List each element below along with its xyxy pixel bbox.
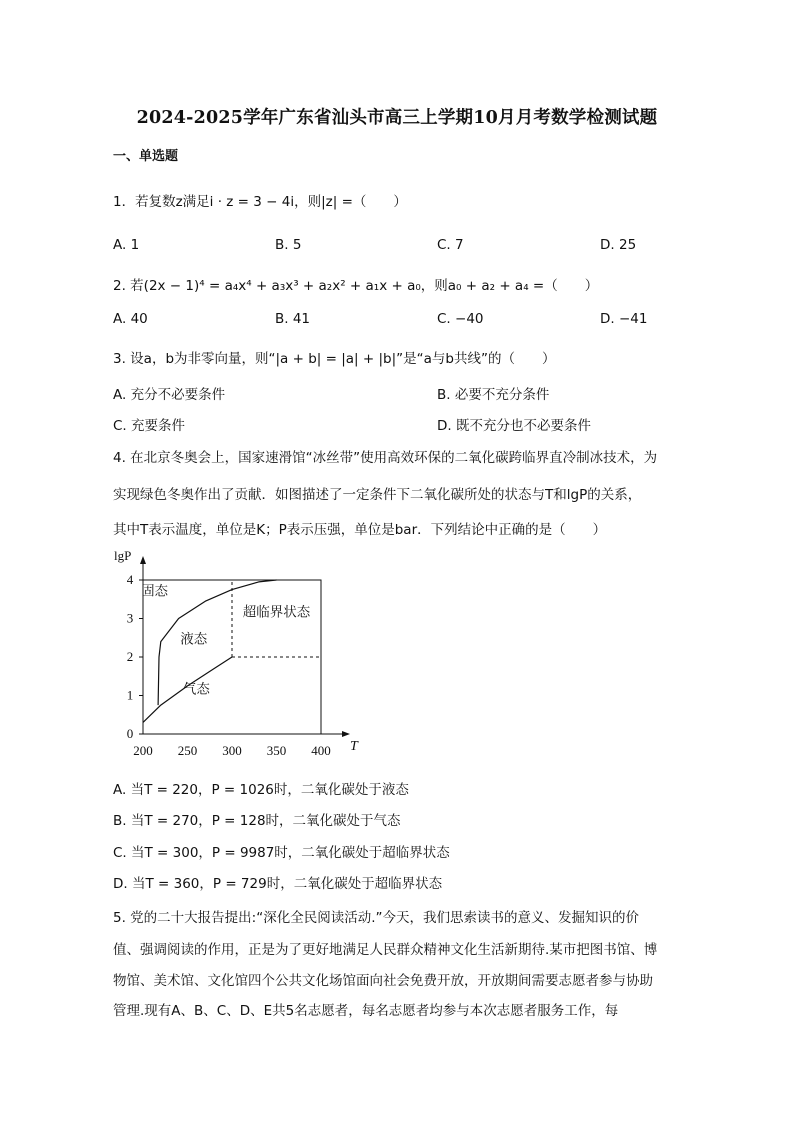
y-axis-arrowhead: [140, 556, 146, 564]
y-tick-label: 1: [126, 687, 134, 703]
x-tick-label: 350: [266, 743, 287, 758]
q2-option-a: A. 40: [113, 311, 148, 327]
section-title: 一、单选题: [113, 149, 179, 164]
question-3-stem: 3. 设a，b为非零向量，则“|a + b| = |a| + |b|”是“a与b共线”的（ ）: [113, 351, 556, 367]
y-tick-label: 2: [126, 649, 134, 664]
q3-option-c: C. 充要条件: [113, 418, 186, 434]
region-label: 固态: [141, 583, 169, 599]
q4-option-c: C. 当T = 300，P = 9987时，二氧化碳处于超临界状态: [113, 845, 450, 861]
x-tick-label: 200: [133, 743, 153, 758]
x-tick-label: 250: [177, 743, 198, 758]
q1-option-a: A. 1: [113, 237, 140, 253]
q2-option-d: D. −41: [600, 311, 648, 327]
phase-diagram-chart: [108, 548, 368, 763]
y-tick-label: 3: [126, 610, 134, 626]
q2-option-b: B. 41: [275, 311, 311, 327]
q4-option-a: A. 当T = 220，P = 1026时，二氧化碳处于液态: [113, 782, 409, 798]
question-1-stem: 1．若复数z满足i · z = 3 − 4i，则|z| =（ ）: [113, 194, 407, 210]
q1-option-d: D. 25: [600, 237, 637, 253]
question-5-line-1: 5. 党的二十大报告提出:“深化全民阅读活动.”今天，我们思索读书的意义、发掘知识的价: [113, 910, 639, 926]
q3-option-d: D. 既不充分也不必要条件: [437, 418, 591, 434]
q1-option-b: B. 5: [275, 237, 302, 253]
q4-option-b: B. 当T = 270，P = 128时，二氧化碳处于气态: [113, 813, 401, 829]
x-axis-arrowhead: [342, 731, 350, 737]
q2-option-c: C. −40: [437, 311, 484, 327]
question-5-line-4: 管理.现有A、B、C、D、E共5名志愿者，每名志愿者均参与本次志愿者服务工作，每: [113, 1003, 619, 1019]
q4-option-d: D. 当T = 360，P = 729时，二氧化碳处于超临界状态: [113, 876, 443, 892]
question-2-stem: 2. 若(2x − 1)⁴ = a₄x⁴ + a₃x³ + a₂x² + a₁x + a₀，则a₀ + a₂ + a₄ =（ ）: [113, 278, 599, 294]
question-4-line-3: 其中T表示温度，单位是K；P表示压强，单位是bar．下列结论中正确的是（ ）: [113, 522, 607, 538]
question-5-line-2: 值、强调阅读的作用，正是为了更好地满足人民群众精神文化生活新期待.某市把图书馆、博: [113, 942, 658, 958]
x-axis-label: T: [350, 739, 358, 754]
region-label: 液态: [180, 631, 208, 647]
y-tick-label: 4: [126, 572, 134, 587]
phase-diagram-svg: [108, 548, 368, 763]
q3-option-b: B. 必要不充分条件: [437, 387, 550, 403]
q3-option-a: A. 充分不必要条件: [113, 387, 226, 403]
region-label: 超临界状态: [242, 604, 311, 620]
question-4-line-2: 实现绿色冬奥作出了贡献．如图描述了一定条件下二氧化碳所处的状态与T和lgP的关系，: [113, 487, 642, 503]
q1-option-c: C. 7: [437, 237, 464, 253]
phase-boundary-curve-2: [158, 580, 276, 705]
y-tick-label: 0: [126, 726, 134, 741]
x-tick-label: 400: [311, 743, 331, 758]
page-title: 2024-2025学年广东省汕头市高三上学期10月月考数学检测试题: [136, 108, 658, 128]
x-tick-label: 300: [222, 743, 242, 758]
y-axis-label: lgP: [114, 548, 132, 563]
question-5-line-3: 物馆、美术馆、文化馆四个公共文化场馆面向社会免费开放，开放期间需要志愿者参与协助: [113, 973, 653, 989]
region-label: 气态: [182, 681, 210, 697]
question-4-line-1: 4. 在北京冬奥会上，国家速滑馆“冰丝带”使用高效环保的二氧化碳跨临界直冷制冰技术，为: [113, 450, 658, 466]
